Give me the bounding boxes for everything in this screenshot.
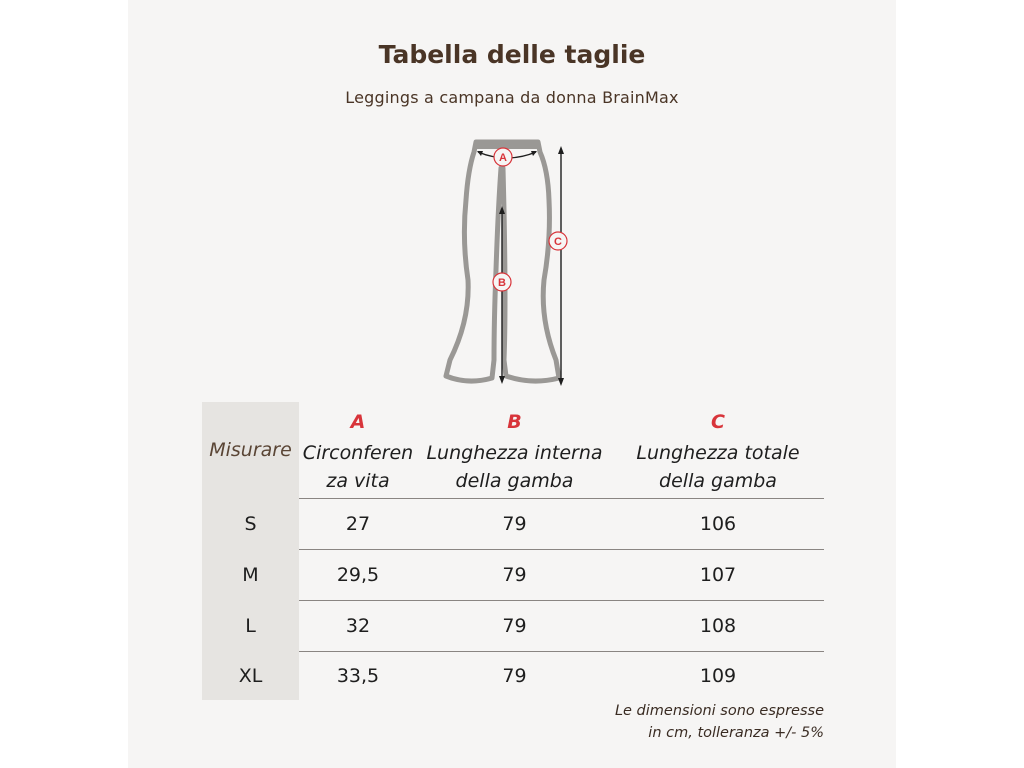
row-value-c: 106	[699, 513, 737, 535]
header-col-c-line1: Lunghezza totale	[636, 442, 800, 464]
page-title: Tabella delle taglie	[378, 40, 646, 69]
inseam-arrow-head-bottom	[499, 376, 505, 384]
marker-c-label: C	[554, 236, 562, 248]
header-col-c	[612, 402, 824, 498]
row-value-c: 108	[699, 615, 737, 637]
row-value-a: 33,5	[336, 665, 380, 687]
row-value-b: 79	[502, 513, 527, 535]
tolerance-note-line1: Le dimensioni sono espresse	[614, 703, 824, 719]
leggings-diagram	[428, 130, 588, 400]
tolerance-note	[615, 700, 824, 744]
total-length-arrow-head-bottom	[558, 378, 564, 386]
row-value-a: 29,5	[336, 564, 380, 586]
header-col-c-letter: C	[711, 411, 725, 433]
row-value-b: 79	[502, 564, 527, 586]
waistband	[474, 141, 540, 149]
row-value-a: 27	[345, 513, 371, 535]
size-chart-card	[128, 0, 896, 768]
row-size: L	[245, 615, 256, 637]
row-size: M	[242, 564, 259, 586]
tolerance-note-line2: in cm, tolleranza +/- 5%	[648, 725, 824, 741]
total-length-arrow-head-top	[558, 146, 564, 154]
row-size: XL	[238, 665, 263, 687]
header-col-b-line1: Lunghezza interna	[426, 442, 603, 464]
size-table	[202, 402, 824, 700]
row-value-c: 107	[699, 564, 737, 586]
header-col-b-line2: della gamba	[455, 470, 574, 492]
header-col-b	[417, 402, 612, 498]
header-col-a-line1: Circonferen	[302, 442, 414, 464]
header-col-a-letter: A	[350, 411, 366, 433]
header-col-b-letter: B	[507, 411, 522, 433]
header-col-c-line2: della gamba	[659, 470, 777, 492]
row-value-b: 79	[502, 615, 527, 637]
row-value-c: 109	[699, 665, 737, 687]
row-value-a: 32	[345, 615, 371, 637]
header-size: Misurare	[209, 439, 292, 461]
header-col-a	[299, 402, 417, 498]
marker-b-label: B	[498, 277, 506, 289]
row-value-b: 79	[502, 665, 527, 687]
header-col-a-line2: za vita	[326, 470, 390, 492]
page-subtitle: Leggings a campana da donna BrainMax	[345, 88, 679, 107]
marker-a-label: A	[499, 152, 507, 164]
row-size: S	[244, 513, 257, 535]
